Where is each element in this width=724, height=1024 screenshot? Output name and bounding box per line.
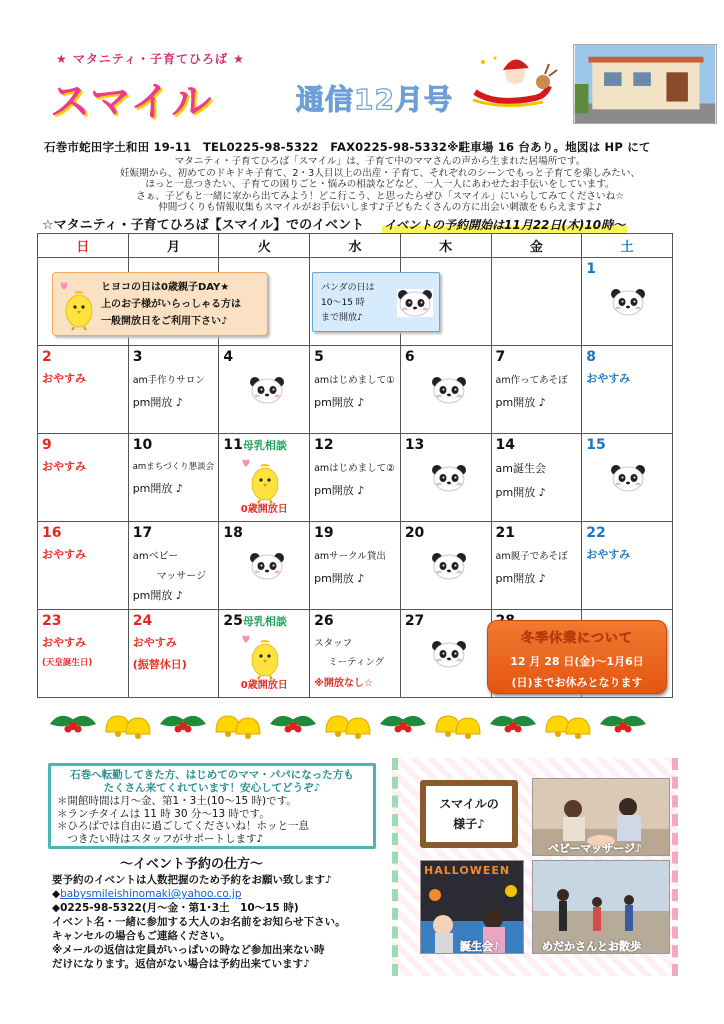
day-cell-14	[491, 434, 582, 522]
day-cell-2	[38, 346, 129, 434]
chick-icon	[251, 638, 279, 680]
day-number: 22	[586, 525, 606, 541]
panda-icon	[249, 552, 285, 580]
chick-day-line: 上のお子様がいらっしゃる方は	[101, 299, 241, 310]
intro-line: さぁ、子どもと一緒に家から出てみよう！どこ行こう、と思ったらぜひ「スマイル」にいらしてみてくださいね☆	[136, 190, 624, 202]
panda-icon	[249, 376, 285, 404]
panda-icon	[397, 289, 433, 317]
day-cell-4	[219, 346, 310, 434]
day-number: 8	[586, 349, 596, 365]
welcome-title-line: 石巻へ転勤してきた方、はじめてのママ・パパになった方も	[70, 769, 354, 781]
panda-day-line: まで開放♪	[321, 313, 363, 323]
reservation-heading: 〜イベント予約の仕方〜	[120, 857, 264, 872]
smile-logo: スマイル	[50, 79, 213, 125]
day-number: 14	[495, 437, 515, 453]
zero-year-open-day: 0歳開放日	[240, 680, 288, 691]
reservation-line: 要予約のイベントは人数把握のため予約をお願い致します♪	[52, 874, 332, 886]
panda-icon	[431, 464, 467, 492]
day-cell-15	[582, 434, 673, 522]
weekday-thu: 木	[400, 234, 491, 258]
reservation-line: イベント名・一緒に参加する大人のお名前をお知らせ下さい。	[52, 916, 346, 928]
panda-icon	[431, 376, 467, 404]
events-heading: ☆マタニティ・子育てひろば【スマイル】でのイベント	[42, 218, 365, 233]
panda-icon	[610, 464, 646, 492]
bullet: ◆	[52, 888, 61, 900]
calendar-week-3	[38, 434, 673, 522]
day-cell-23	[38, 610, 129, 698]
day-cell-22	[582, 522, 673, 610]
am-event: am誕生会	[495, 462, 546, 475]
day-number: 13	[404, 437, 425, 453]
pm-open: pm開放 ♪	[314, 396, 365, 409]
day-number: 24	[132, 613, 153, 629]
am-event-cont: マッサージ	[156, 571, 207, 582]
header	[40, 40, 690, 130]
day-cell-19	[310, 522, 401, 610]
free-time-note: ＊ひろばでは自由に過ごしてくださいね！ホッと一息	[57, 820, 309, 832]
day-number: 1	[586, 261, 596, 277]
day-number: 27	[404, 613, 425, 629]
baby-massage-caption: ベビーマッサージ♪	[548, 842, 642, 855]
event-line: スタッフ	[314, 638, 353, 649]
day-cell-12	[310, 434, 401, 522]
welcome-title	[57, 769, 367, 795]
day-number: 18	[223, 525, 243, 541]
day-number	[223, 612, 305, 631]
intro-text	[60, 156, 700, 214]
am-event: amまちづくり懇談会	[132, 462, 215, 472]
reservation-start-notice: イベントの予約開始は11月22日(木)10時〜	[384, 218, 626, 232]
reservation-phone: ◆0225-98-5322(月〜金・第1･3土 10〜15 時)	[52, 902, 299, 914]
intro-line: ほっと一息つきたい、子育ての困りごと・悩みの相談などなど、一人一人にあわせたお手伝いをしています。	[145, 179, 615, 190]
day-number: 20	[404, 525, 425, 541]
day-number: 5	[314, 349, 324, 365]
day-cell-20	[400, 522, 491, 610]
breastfeeding-consult: 母乳相談	[242, 615, 287, 628]
am-event: amはじめまして②	[314, 463, 395, 474]
am-event: am手作りサロン	[132, 375, 205, 386]
breastfeeding-consult: 母乳相談	[242, 439, 287, 452]
chick-day-line: 一般開放日をご利用下さい♪	[101, 316, 228, 327]
winter-closure-dates: 12 月 28 日(金)〜1月6日	[510, 655, 644, 668]
day-number-value: 25	[223, 613, 243, 629]
chick-day-notice	[52, 272, 268, 336]
santa-sleigh-icon	[465, 52, 565, 112]
chick-day-line: ヒヨコの日は0歳親子DAY★	[101, 282, 230, 293]
day-cell-21	[491, 522, 582, 610]
day-cell-1	[582, 258, 673, 346]
closed-label: おやすみ	[586, 548, 631, 561]
day-number	[223, 436, 305, 455]
panda-day-line: 10〜15 時	[321, 298, 365, 308]
chick-icon	[65, 289, 93, 331]
substitute-holiday-note: (振替休日)	[132, 658, 187, 671]
chick-day-text	[101, 279, 241, 330]
day-number: 26	[314, 613, 334, 629]
day-cell-6	[400, 346, 491, 434]
building-photo	[573, 44, 717, 124]
holiday-note: (天皇誕生日)	[42, 658, 93, 668]
weekday-fri: 金	[491, 234, 582, 258]
day-cell-24	[128, 610, 219, 698]
winter-closure-dates-cont: (日)までお休みとなります	[511, 676, 643, 689]
intro-line: マタニティ・子育てひろば「スマイル」は、子育て中のママさんの声から生まれた居場所です。	[174, 156, 586, 167]
winter-closure-title: 冬季休業について	[521, 631, 633, 646]
reservation-email-line	[52, 887, 346, 901]
day-cell-25	[219, 610, 310, 698]
panda-icon	[431, 640, 467, 668]
am-event: amはじめまして①	[314, 375, 395, 386]
day-number: 7	[495, 349, 506, 365]
zero-year-open-day: 0歳開放日	[240, 504, 288, 515]
panda-icon	[431, 552, 467, 580]
day-cell-27	[400, 610, 491, 698]
welcome-info-box	[48, 763, 376, 849]
lunch-time: ＊ランチタイムは 11 時 30 分〜13 時です。	[57, 807, 270, 820]
event-line: ミーティング	[328, 657, 385, 668]
halloween-banner: HALLOWEEN	[424, 864, 511, 877]
reservation-line: だけになります。返信がない場合は予約出来ています♪	[52, 958, 310, 970]
weekday-sat: 土	[582, 234, 673, 258]
walk-caption: めだかさんとお散歩	[542, 940, 641, 953]
calendar-week-2	[38, 346, 673, 434]
day-cell-5	[310, 346, 401, 434]
am-event: amサークル貸出	[314, 551, 386, 562]
pm-open: pm開放 ♪	[495, 486, 546, 499]
day-cell-13	[400, 434, 491, 522]
weekday-header-row	[38, 234, 673, 258]
closed-label: おやすみ	[42, 372, 86, 385]
calendar-week-4	[38, 522, 673, 610]
intro-line: 妊娠期から、初めてのドキドキ子育て、2・3人目以上の出産・子育て、それぞれのシーンでもっと子育てを楽しみたい、	[119, 167, 641, 179]
panda-icon	[610, 288, 646, 316]
closed-label: おやすみ	[42, 548, 86, 561]
day-cell-11	[219, 434, 310, 522]
day-number: 15	[586, 437, 606, 453]
weekday-sun: 日	[38, 234, 129, 258]
day-number: 3	[132, 349, 143, 365]
day-cell-16	[38, 522, 129, 610]
pm-open: pm開放 ♪	[314, 484, 365, 497]
opening-hours: ＊開館時間は月〜金、第1・3土(10〜15 時)です。	[57, 795, 297, 807]
reservation-line: キャンセルの場合もご連絡ください。	[52, 930, 231, 942]
reservation-line: ※メールの返信は定員がいっぱいの時など参加出来ない時	[52, 944, 325, 956]
weekday-wed: 水	[310, 234, 401, 258]
newsletter-title: 通信12月号	[296, 83, 453, 116]
pm-open: pm開放 ♪	[132, 482, 183, 495]
free-time-note-cont: つきたい時はスタッフがサポートします♪	[57, 832, 264, 845]
day-number: 9	[42, 437, 52, 453]
day-cell-26	[310, 610, 401, 698]
day-number: 10	[132, 437, 153, 453]
photo-collage	[392, 758, 678, 976]
intro-line: 仲間づくりも情報収集もスマイルがお手伝いします♪子どもたくさんの方に出会い刺激をもらえますよ♪	[158, 202, 602, 213]
day-number: 23	[42, 613, 62, 629]
closed-label: おやすみ	[586, 372, 631, 385]
panda-day-line: パンダの日は	[321, 283, 375, 293]
email-link[interactable]: babysmileishinomaki@yahoo.co.jp	[60, 888, 242, 900]
day-number-value: 11	[223, 437, 243, 453]
closed-label: おやすみ	[132, 636, 177, 649]
pm-open: pm開放 ♪	[495, 396, 546, 409]
pm-open: pm開放 ♪	[314, 572, 365, 585]
header-subtitle: ★ マタニティ・子育てひろば ★	[56, 52, 245, 66]
day-cell-18	[219, 522, 310, 610]
day-cell-3	[128, 346, 219, 434]
day-cell-10	[128, 434, 219, 522]
smile-board-sign	[420, 780, 518, 848]
closed-label: おやすみ	[42, 636, 86, 649]
day-cell-17	[128, 522, 219, 610]
pm-open: pm開放 ♪	[132, 589, 183, 602]
address-line: 石巻市蛇田字土和田 19-11 TEL0225-98-5322 FAX0225-98-5332※駐車場 16 台あり。地図は HP にて	[44, 140, 651, 154]
day-number: 17	[132, 525, 153, 541]
day-cell-9	[38, 434, 129, 522]
day-cell-8	[582, 346, 673, 434]
weekday-tue: 火	[219, 234, 310, 258]
holly-garland-decoration	[48, 704, 668, 744]
am-event: am親子であそぼ	[495, 551, 568, 562]
winter-closure-notice	[487, 620, 667, 694]
panda-day-text	[321, 281, 375, 326]
birthday-caption: 誕生会♪	[460, 940, 501, 953]
day-cell-7	[491, 346, 582, 434]
day-number: 21	[495, 525, 515, 541]
welcome-title-line: たくさん来てくれています！安心してどうぞ♪	[103, 782, 321, 794]
empty-day-cell	[491, 258, 582, 346]
board-text: スマイルの	[439, 797, 499, 811]
day-number: 19	[314, 525, 334, 541]
day-number: 16	[42, 525, 62, 541]
weekday-mon: 月	[128, 234, 219, 258]
pm-open: pm開放 ♪	[132, 396, 183, 409]
am-event: am作ってあそぼ	[495, 375, 568, 386]
board-text: 様子♪	[453, 817, 485, 831]
chick-icon	[251, 462, 279, 504]
day-number: 12	[314, 437, 334, 453]
day-number: 2	[42, 349, 52, 365]
day-number: 6	[404, 349, 415, 365]
panda-day-notice	[312, 272, 440, 332]
no-open-note: ※開放なし☆	[314, 678, 373, 689]
day-number: 4	[223, 349, 234, 365]
closed-label: おやすみ	[42, 460, 86, 473]
reservation-instructions	[52, 873, 346, 971]
pm-open: pm開放 ♪	[495, 572, 546, 585]
am-event: amベビー	[132, 551, 179, 562]
